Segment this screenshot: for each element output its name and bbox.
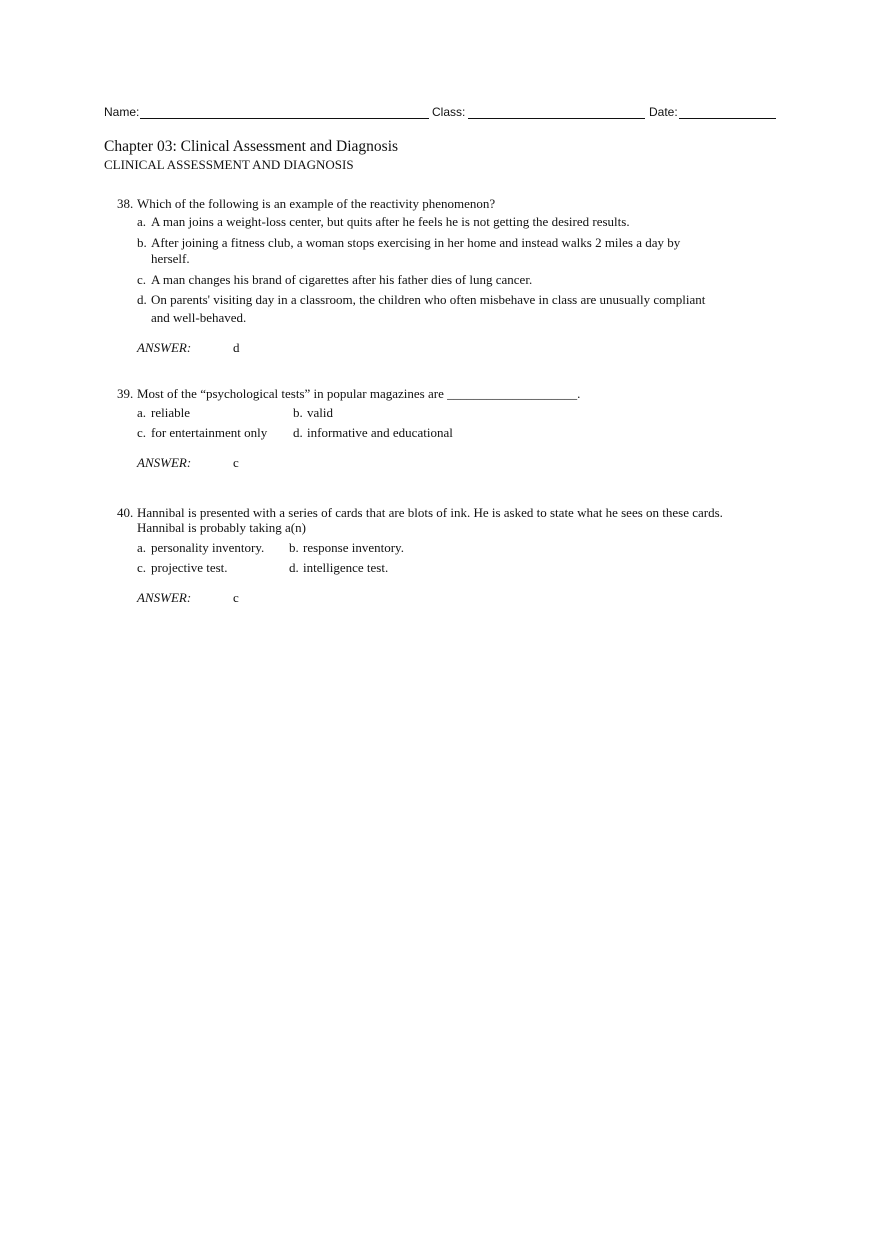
option-label: c. — [137, 272, 147, 287]
name-field[interactable] — [140, 118, 429, 119]
option-label: a. — [137, 214, 147, 229]
question-number: 38. — [117, 196, 134, 211]
option-text: On parents' visiting day in a classroom, the children who often misbehave in class are unusually compliant — [151, 292, 706, 307]
option-text: After joining a fitness club, a woman stops exercising in her home and instead walks 2 miles a day by — [151, 235, 681, 250]
date-label: Date: — [649, 105, 678, 119]
option-label: d. — [137, 292, 147, 307]
answer-label: ANSWER: — [137, 455, 192, 470]
option-label: c. — [137, 425, 147, 440]
class-label: Class: — [432, 105, 466, 119]
option-text: reliable — [151, 405, 190, 420]
question-text: Which of the following is an example of the reactivity phenomenon? — [137, 196, 496, 211]
question-number: 39. — [117, 386, 134, 401]
option-text: intelligence test. — [303, 560, 389, 575]
name-label: Name: — [104, 105, 140, 119]
chapter-title: Chapter 03: Clinical Assessment and Diagnosis — [104, 138, 399, 155]
answer-label: ANSWER: — [137, 590, 192, 605]
option-text: for entertainment only — [151, 425, 268, 440]
answer-value: d — [233, 340, 240, 355]
date-field[interactable] — [679, 118, 776, 119]
answer-value: c — [233, 590, 239, 605]
option-label: b. — [289, 540, 299, 555]
option-label: c. — [137, 560, 147, 575]
option-label: d. — [289, 560, 299, 575]
answer-label: ANSWER: — [137, 340, 192, 355]
answer-value: c — [233, 455, 239, 470]
question-text: Most of the “psychological tests” in popular magazines are ____________________. — [137, 386, 581, 401]
option-text: valid — [307, 405, 333, 420]
option-text-cont: and well-behaved. — [151, 310, 247, 325]
option-label: b. — [137, 235, 147, 250]
option-text: projective test. — [151, 560, 228, 575]
option-text: informative and educational — [307, 425, 453, 440]
question-text-cont: Hannibal is probably taking a(n) — [137, 520, 306, 535]
option-label: b. — [293, 405, 303, 420]
option-label: a. — [137, 405, 147, 420]
option-text-cont: herself. — [151, 251, 190, 266]
class-field[interactable] — [468, 118, 645, 119]
option-label: d. — [293, 425, 303, 440]
question-number: 40. — [117, 505, 134, 520]
option-label: a. — [137, 540, 147, 555]
option-text: A man changes his brand of cigarettes after his father dies of lung cancer. — [151, 272, 533, 287]
section-title: CLINICAL ASSESSMENT AND DIAGNOSIS — [104, 157, 354, 172]
option-text: A man joins a weight-loss center, but quits after he feels he is not getting the desired results. — [151, 214, 630, 229]
option-text: response inventory. — [303, 540, 404, 555]
question-text: Hannibal is presented with a series of cards that are blots of ink. He is asked to state what he sees on these cards. — [137, 505, 723, 520]
option-text: personality inventory. — [151, 540, 265, 555]
